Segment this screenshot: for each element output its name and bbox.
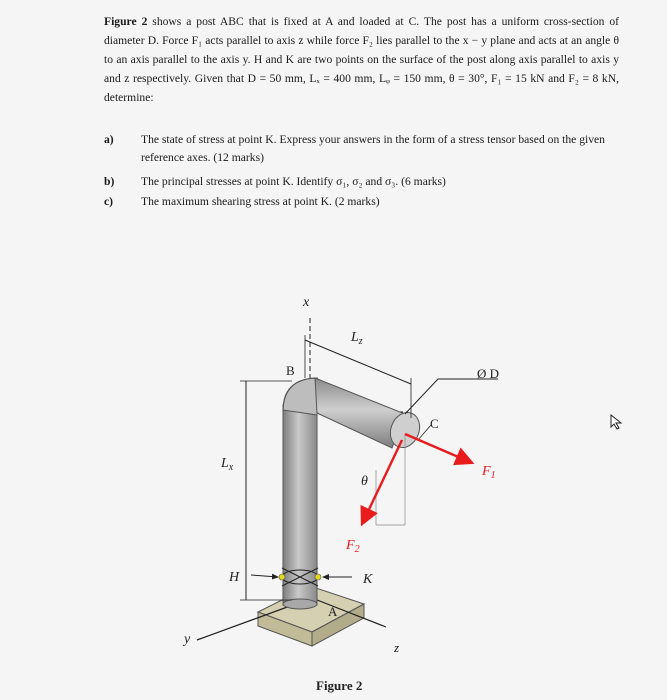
lx-main: L xyxy=(221,456,229,471)
diameter-label: Ø D xyxy=(477,366,500,381)
point-c-label: C xyxy=(430,416,439,431)
post-arm xyxy=(315,378,425,452)
f2-sub: 2 xyxy=(354,544,360,555)
point-h-label: H xyxy=(229,570,240,585)
dimension-lines xyxy=(240,335,498,600)
task-a-label: a) xyxy=(104,133,114,146)
force-f1-label xyxy=(481,464,496,481)
force-f1-arrow xyxy=(405,434,470,462)
lz-main: L xyxy=(351,330,359,345)
f2-main: F xyxy=(346,538,355,553)
angle-theta-label: θ xyxy=(361,474,368,489)
figure-reference: Figure 2 xyxy=(104,15,148,28)
post-bend xyxy=(283,378,318,415)
mouse-cursor-icon xyxy=(610,414,624,430)
force-f2-arrow xyxy=(363,440,402,522)
axis-y-label: y xyxy=(184,632,191,647)
point-b-label: B xyxy=(286,363,295,378)
axis-x-label: x xyxy=(303,295,310,310)
problem-intro: shows a post ABC that is fixed at A and loaded at C. The post has a uniform cross-section of diameter D. Force F₁ acts parallel to axis z while force F₂ lies parallel to the x − y plane and acts at an angle θ to an axis parallel to the axis y. H and K are two points on the surface of the post along axis parallel to axis y and z respectively. Given that D = 50 mm, Lₓ = 400 mm, Lᵩ = 150 mm, θ = 30°, F₁ = 15 kN and F₂ = 8 kN, determine: xyxy=(104,15,620,104)
task-b-text: The principal stresses at point K. Identify σ₁, σ₂ and σ₃. (6 marks) xyxy=(141,175,446,188)
lz-sub: z xyxy=(358,336,363,347)
length-lz-label xyxy=(350,330,363,347)
point-k-label: K xyxy=(363,572,373,587)
length-lx-label xyxy=(220,456,234,473)
task-c-text: The maximum shearing stress at point K. (2 marks) xyxy=(141,195,380,208)
f1-sub: 1 xyxy=(490,470,496,481)
lx-sub: x xyxy=(228,462,234,473)
axis-z-label: z xyxy=(394,640,400,655)
figure-caption: Figure 2 xyxy=(316,678,363,693)
forces xyxy=(363,434,470,522)
task-b-label: b) xyxy=(104,175,115,188)
f1-main: F xyxy=(482,464,491,479)
post-vertical xyxy=(283,405,317,609)
task-a-text: The state of stress at point K. Express your answers in the form of a stress tensor based on the given reference axes. (12 marks) xyxy=(141,133,605,164)
force-f2-label xyxy=(345,538,360,555)
task-c-label: c) xyxy=(104,195,114,208)
point-a-label: A xyxy=(328,604,338,619)
